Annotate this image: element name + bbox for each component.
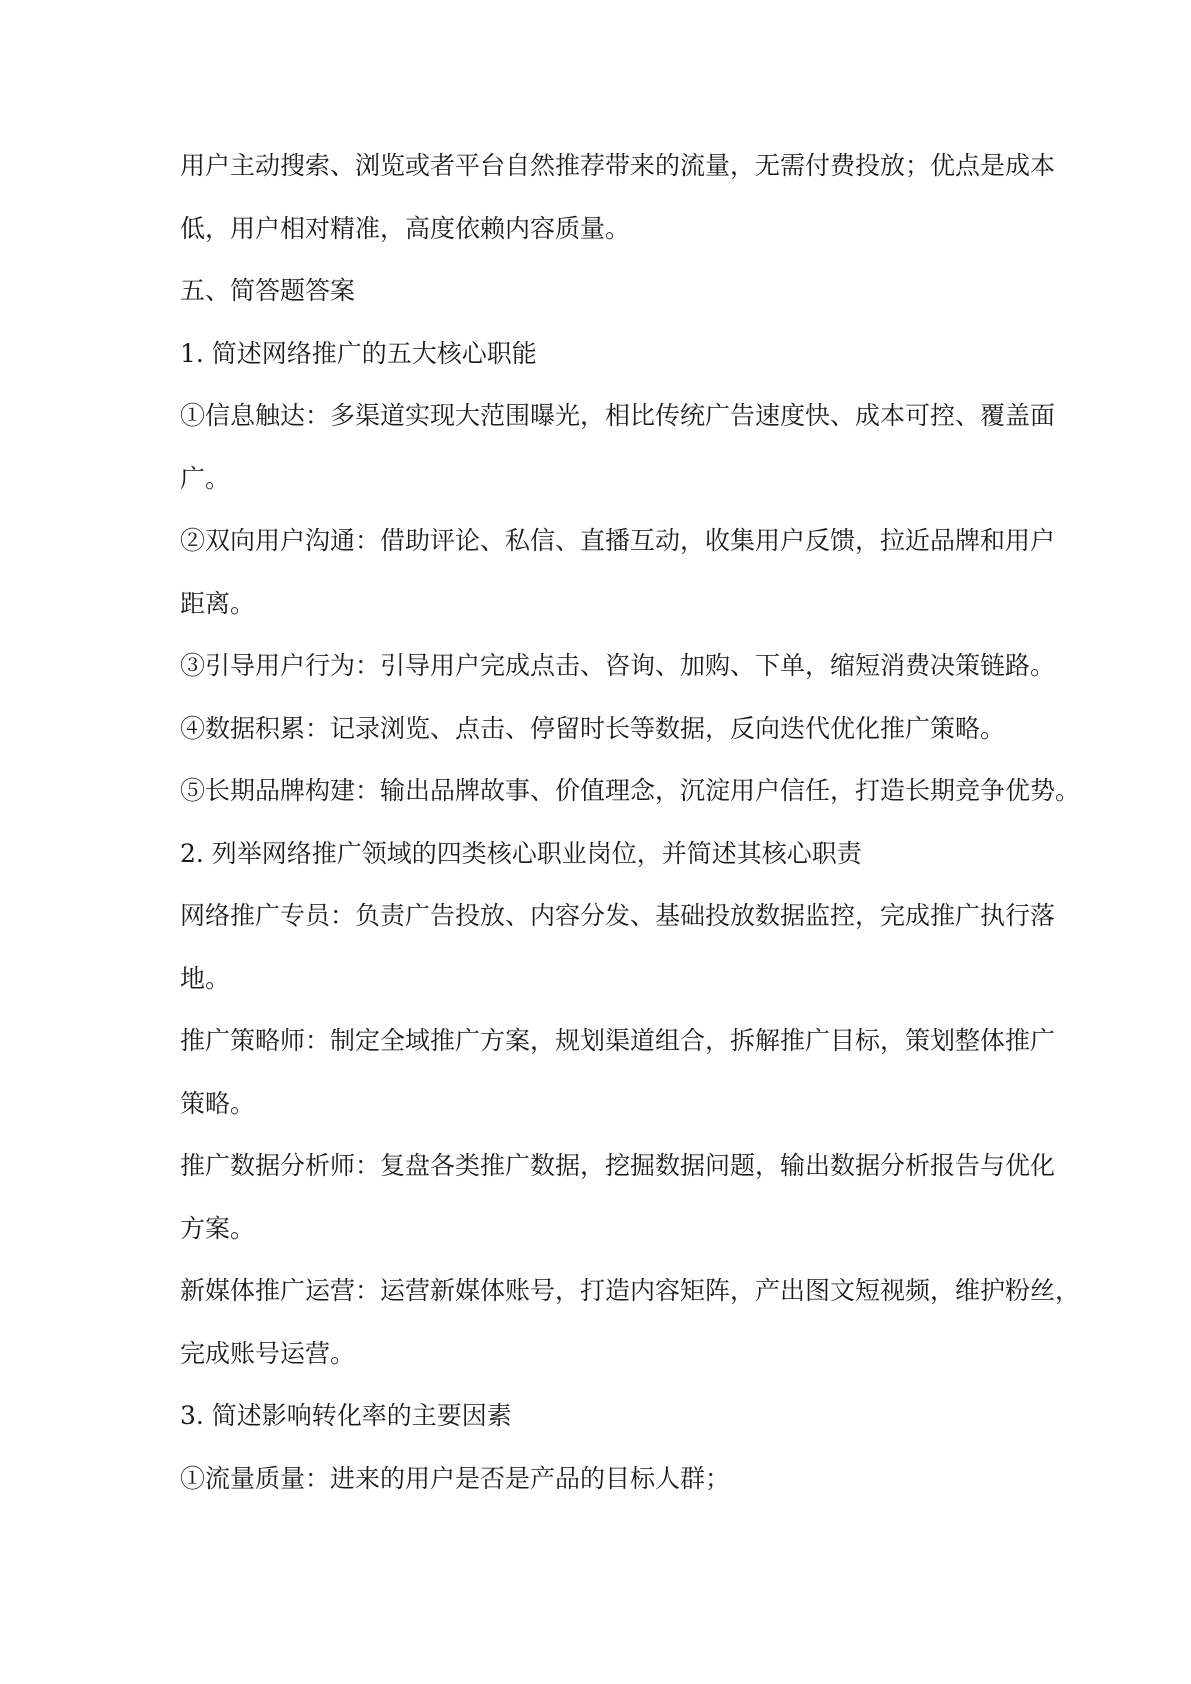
question-heading: 2. 列举网络推广领域的四类核心职业岗位，并简述其核心职责 (180, 838, 862, 868)
paragraph-line: ②双向用户沟通：借助评论、私信、直播互动，收集用户反馈，拉近品牌和用户 (180, 526, 1056, 555)
paragraph-line: 完成账号运营。 (180, 1338, 356, 1368)
paragraph-line: ①信息触达：多渠道实现大范围曝光，相比传统广告速度快、成本可控、覆盖面 (180, 401, 1056, 430)
paragraph-line: 策略。 (180, 1088, 256, 1118)
question-heading: 3. 简述影响转化率的主要因素 (180, 1401, 512, 1430)
paragraph-line: 推广数据分析师：复盘各类推广数据，挖掘数据问题，输出数据分析报告与优化 (180, 1151, 1056, 1180)
paragraph-line: 推广策略师：制定全域推广方案，规划渠道组合，拆解推广目标，策划整体推广 (180, 1026, 1056, 1055)
paragraph-line: 广。 (180, 463, 231, 493)
question-heading: 1. 简述网络推广的五大核心职能 (180, 338, 537, 368)
paragraph-line: 用户主动搜索、浏览或者平台自然推荐带来的流量，无需付费投放；优点是成本 (180, 151, 1056, 180)
paragraph-line: 网络推广专员：负责广告投放、内容分发、基础投放数据监控，完成推广执行落 (180, 901, 1056, 930)
paragraph-line: ③引导用户行为：引导用户完成点击、咨询、加购、下单，缩短消费决策链路。 (180, 651, 1056, 680)
paragraph-line: ①流量质量：进来的用户是否是产品的目标人群； (180, 1463, 731, 1493)
section-heading: 五、简答题答案 (180, 276, 356, 305)
paragraph-line: 距离。 (180, 588, 256, 618)
paragraph-line: 低，用户相对精准，高度依赖内容质量。 (180, 213, 631, 243)
paragraph-line: ④数据积累：记录浏览、点击、停留时长等数据，反向迭代优化推广策略。 (180, 713, 1006, 743)
document-body (180, 135, 1081, 1510)
paragraph-line: 新媒体推广运营：运营新媒体账号，打造内容矩阵，产出图文短视频，维护粉丝， (180, 1276, 1081, 1305)
paragraph-line: 地。 (180, 963, 231, 993)
paragraph-line: 方案。 (180, 1213, 256, 1243)
paragraph-line: ⑤长期品牌构建：输出品牌故事、价值理念，沉淀用户信任，打造长期竞争优势。 (180, 776, 1081, 805)
